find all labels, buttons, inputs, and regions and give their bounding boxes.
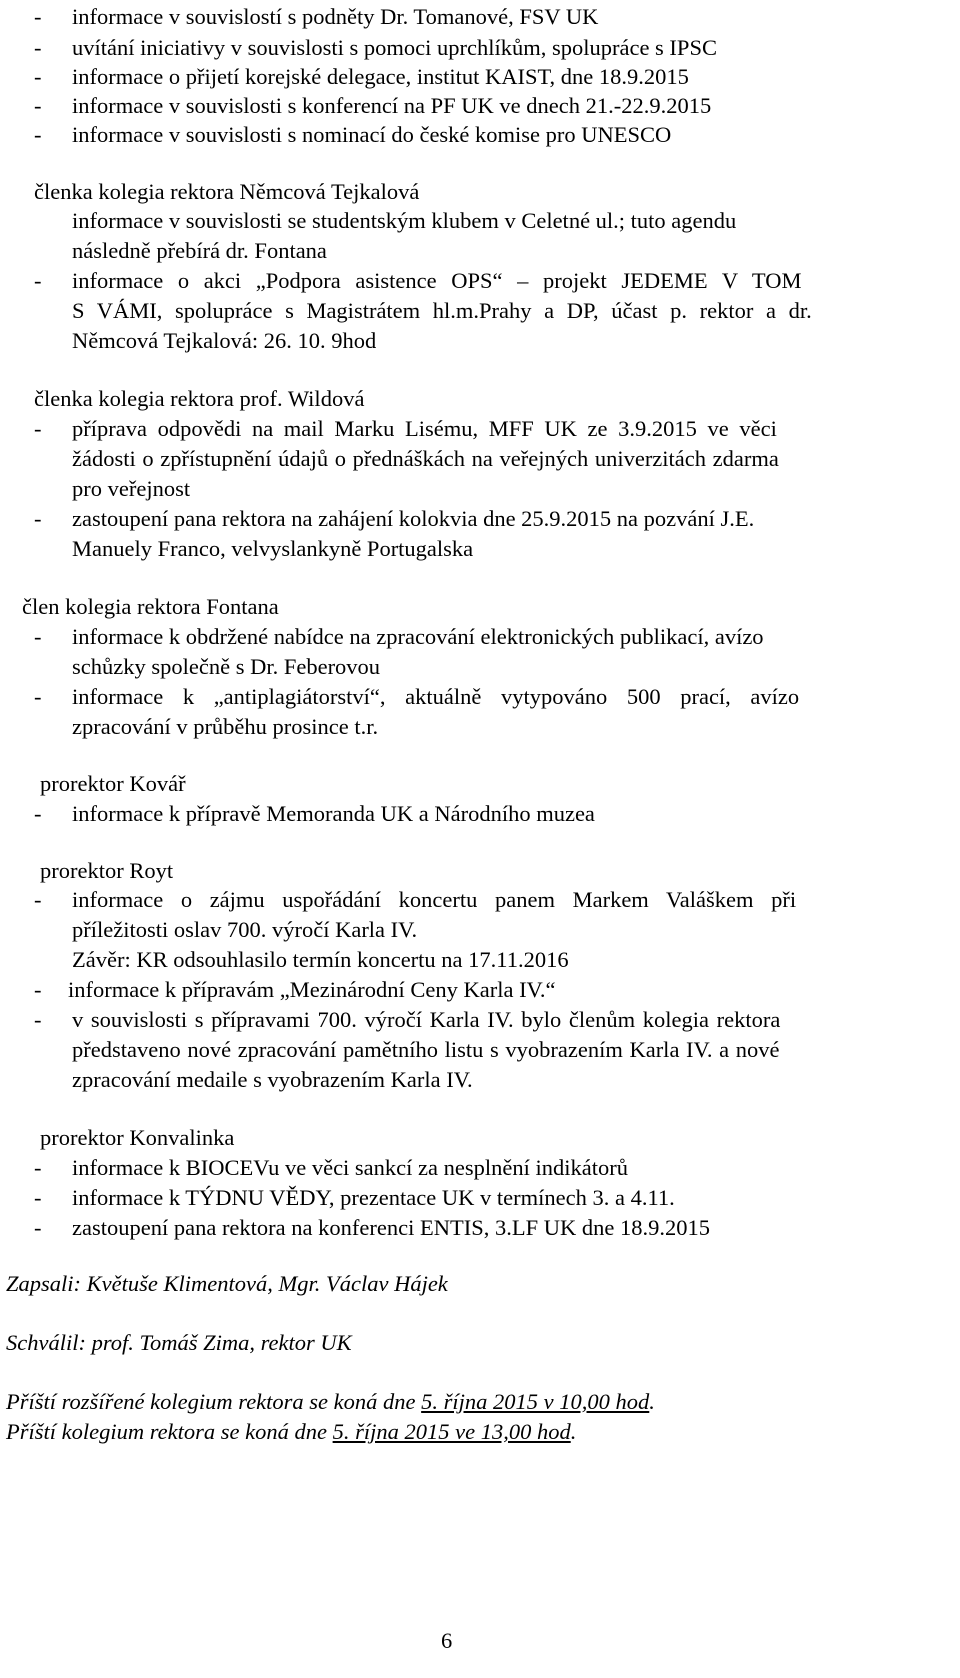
list-dash: -	[34, 268, 42, 293]
list-item-continuation: zpracování v průběhu prosince t.r.	[72, 714, 379, 739]
section-heading: prorektor Royt	[40, 858, 174, 883]
list-item: informace v souvislosti s nominací do české komise pro UNESCO	[72, 122, 672, 147]
list-item-continuation: příležitosti oslav 700. výročí Karla IV.	[72, 917, 418, 942]
next-extended-meeting	[6, 1391, 655, 1414]
list-dash: -	[34, 1185, 42, 1210]
list-item: informace k přípravám „Mezinárodní Ceny Karla IV.“	[68, 977, 556, 1002]
next-regular-meeting	[6, 1421, 576, 1444]
list-dash: -	[34, 1155, 42, 1180]
list-dash: -	[34, 887, 42, 912]
list-item-continuation: žádosti o zpřístupnění údajů o přednáškách na veřejných univerzitách zdarma	[72, 446, 779, 471]
list-item: zastoupení pana rektora na zahájení kolokvia dne 25.9.2015 na pozvání J.E.	[72, 506, 755, 531]
section-heading: členka kolegia rektora prof. Wildová	[34, 386, 365, 411]
next-regular-prefix: Příští kolegium rektora se koná dne	[6, 1419, 333, 1444]
list-item-continuation: schůzky společně s Dr. Feberovou	[72, 654, 381, 679]
page-number: 6	[441, 1628, 453, 1653]
list-item: informace v souvislosti s konferencí na PF UK ve dnech 21.-22.9.2015	[72, 93, 712, 118]
list-dash: -	[34, 416, 42, 441]
list-item: informace o přijetí korejské delegace, institut KAIST, dne 18.9.2015	[72, 64, 689, 89]
list-item: informace k TÝDNU VĚDY, prezentace UK v termínech 3. a 4.11.	[72, 1185, 675, 1210]
list-item: informace v souvislostí s podněty Dr. Tomanové, FSV UK	[72, 4, 599, 29]
list-item-continuation: Manuely Franco, velvyslankyně Portugalska	[72, 536, 474, 561]
list-item-continuation: představeno nové zpracování pamětního listu s vyobrazením Karla IV. a nové	[72, 1037, 780, 1062]
period: .	[649, 1389, 655, 1414]
list-dash: -	[34, 64, 42, 89]
list-item: informace k přípravě Memoranda UK a Národního muzea	[72, 801, 595, 826]
list-item: zastoupení pana rektora na konferenci ENTIS, 3.LF UK dne 18.9.2015	[72, 1215, 710, 1240]
list-item: v souvislosti s přípravami 700. výročí Karla IV. bylo členům kolegia rektora	[72, 1007, 781, 1032]
approved-by: Schválil: prof. Tomáš Zima, rektor UK	[6, 1330, 352, 1355]
list-item-continuation: Závěr: KR odsouhlasilo termín koncertu na 17.11.2016	[72, 947, 569, 972]
section-heading: prorektor Kovář	[40, 771, 186, 796]
list-dash: -	[34, 624, 42, 649]
list-dash: -	[34, 4, 42, 29]
next-regular-date: 5. října 2015 ve 13,00 hod	[332, 1419, 571, 1444]
list-item-continuation: zpracování medaile s vyobrazením Karla IV.	[72, 1067, 473, 1092]
next-extended-date: 5. října 2015 v 10,00 hod	[421, 1389, 650, 1414]
list-item: informace k obdržené nabídce na zpracování elektronických publikací, avízo	[72, 624, 764, 649]
list-dash: -	[34, 684, 42, 709]
list-item: informace o zájmu uspořádání koncertu panem Markem Valáškem při	[72, 887, 797, 912]
list-item-continuation: pro veřejnost	[72, 476, 191, 501]
next-extended-prefix: Příští rozšířené kolegium rektora se koná dne	[6, 1389, 422, 1414]
list-item: příprava odpovědi na mail Marku Lisému, MFF UK ze 3.9.2015 ve věci	[72, 416, 777, 441]
list-item: informace k BIOCEVu ve věci sankcí za nesplnění indikátorů	[72, 1155, 628, 1180]
list-dash: -	[34, 1215, 42, 1240]
list-item-continuation: Němcová Tejkalová: 26. 10. 9hod	[72, 328, 377, 353]
list-dash: -	[34, 1007, 42, 1032]
recorded-by: Zapsali: Květuše Klimentová, Mgr. Václav Hájek	[6, 1271, 448, 1296]
section-heading: členka kolegia rektora Němcová Tejkalová	[34, 179, 420, 204]
list-item: uvítání iniciativy v souvislosti s pomoci uprchlíkům, spolupráce s IPSC	[72, 35, 717, 60]
list-dash: -	[34, 506, 42, 531]
period: .	[570, 1419, 577, 1444]
section-heading: prorektor Konvalinka	[40, 1125, 235, 1150]
list-item: informace v souvislosti se studentským klubem v Celetné ul.; tuto agendu	[72, 208, 737, 233]
list-dash: -	[34, 93, 42, 118]
list-item: informace k „antiplagiátorství“, aktuálně vytypováno 500 prací, avízo	[72, 684, 800, 709]
list-item: informace o akci „Podpora asistence OPS“ – projekt JEDEME V TOM	[72, 268, 802, 293]
list-item-continuation: následně přebírá dr. Fontana	[72, 238, 327, 263]
list-dash: -	[34, 801, 42, 826]
list-item-continuation: S VÁMI, spolupráce s Magistrátem hl.m.Prahy a DP, účast p. rektor a dr.	[72, 298, 812, 323]
list-dash: -	[34, 122, 42, 147]
list-dash: -	[34, 977, 42, 1002]
list-dash: -	[34, 35, 42, 60]
section-heading: člen kolegia rektora Fontana	[22, 594, 279, 619]
